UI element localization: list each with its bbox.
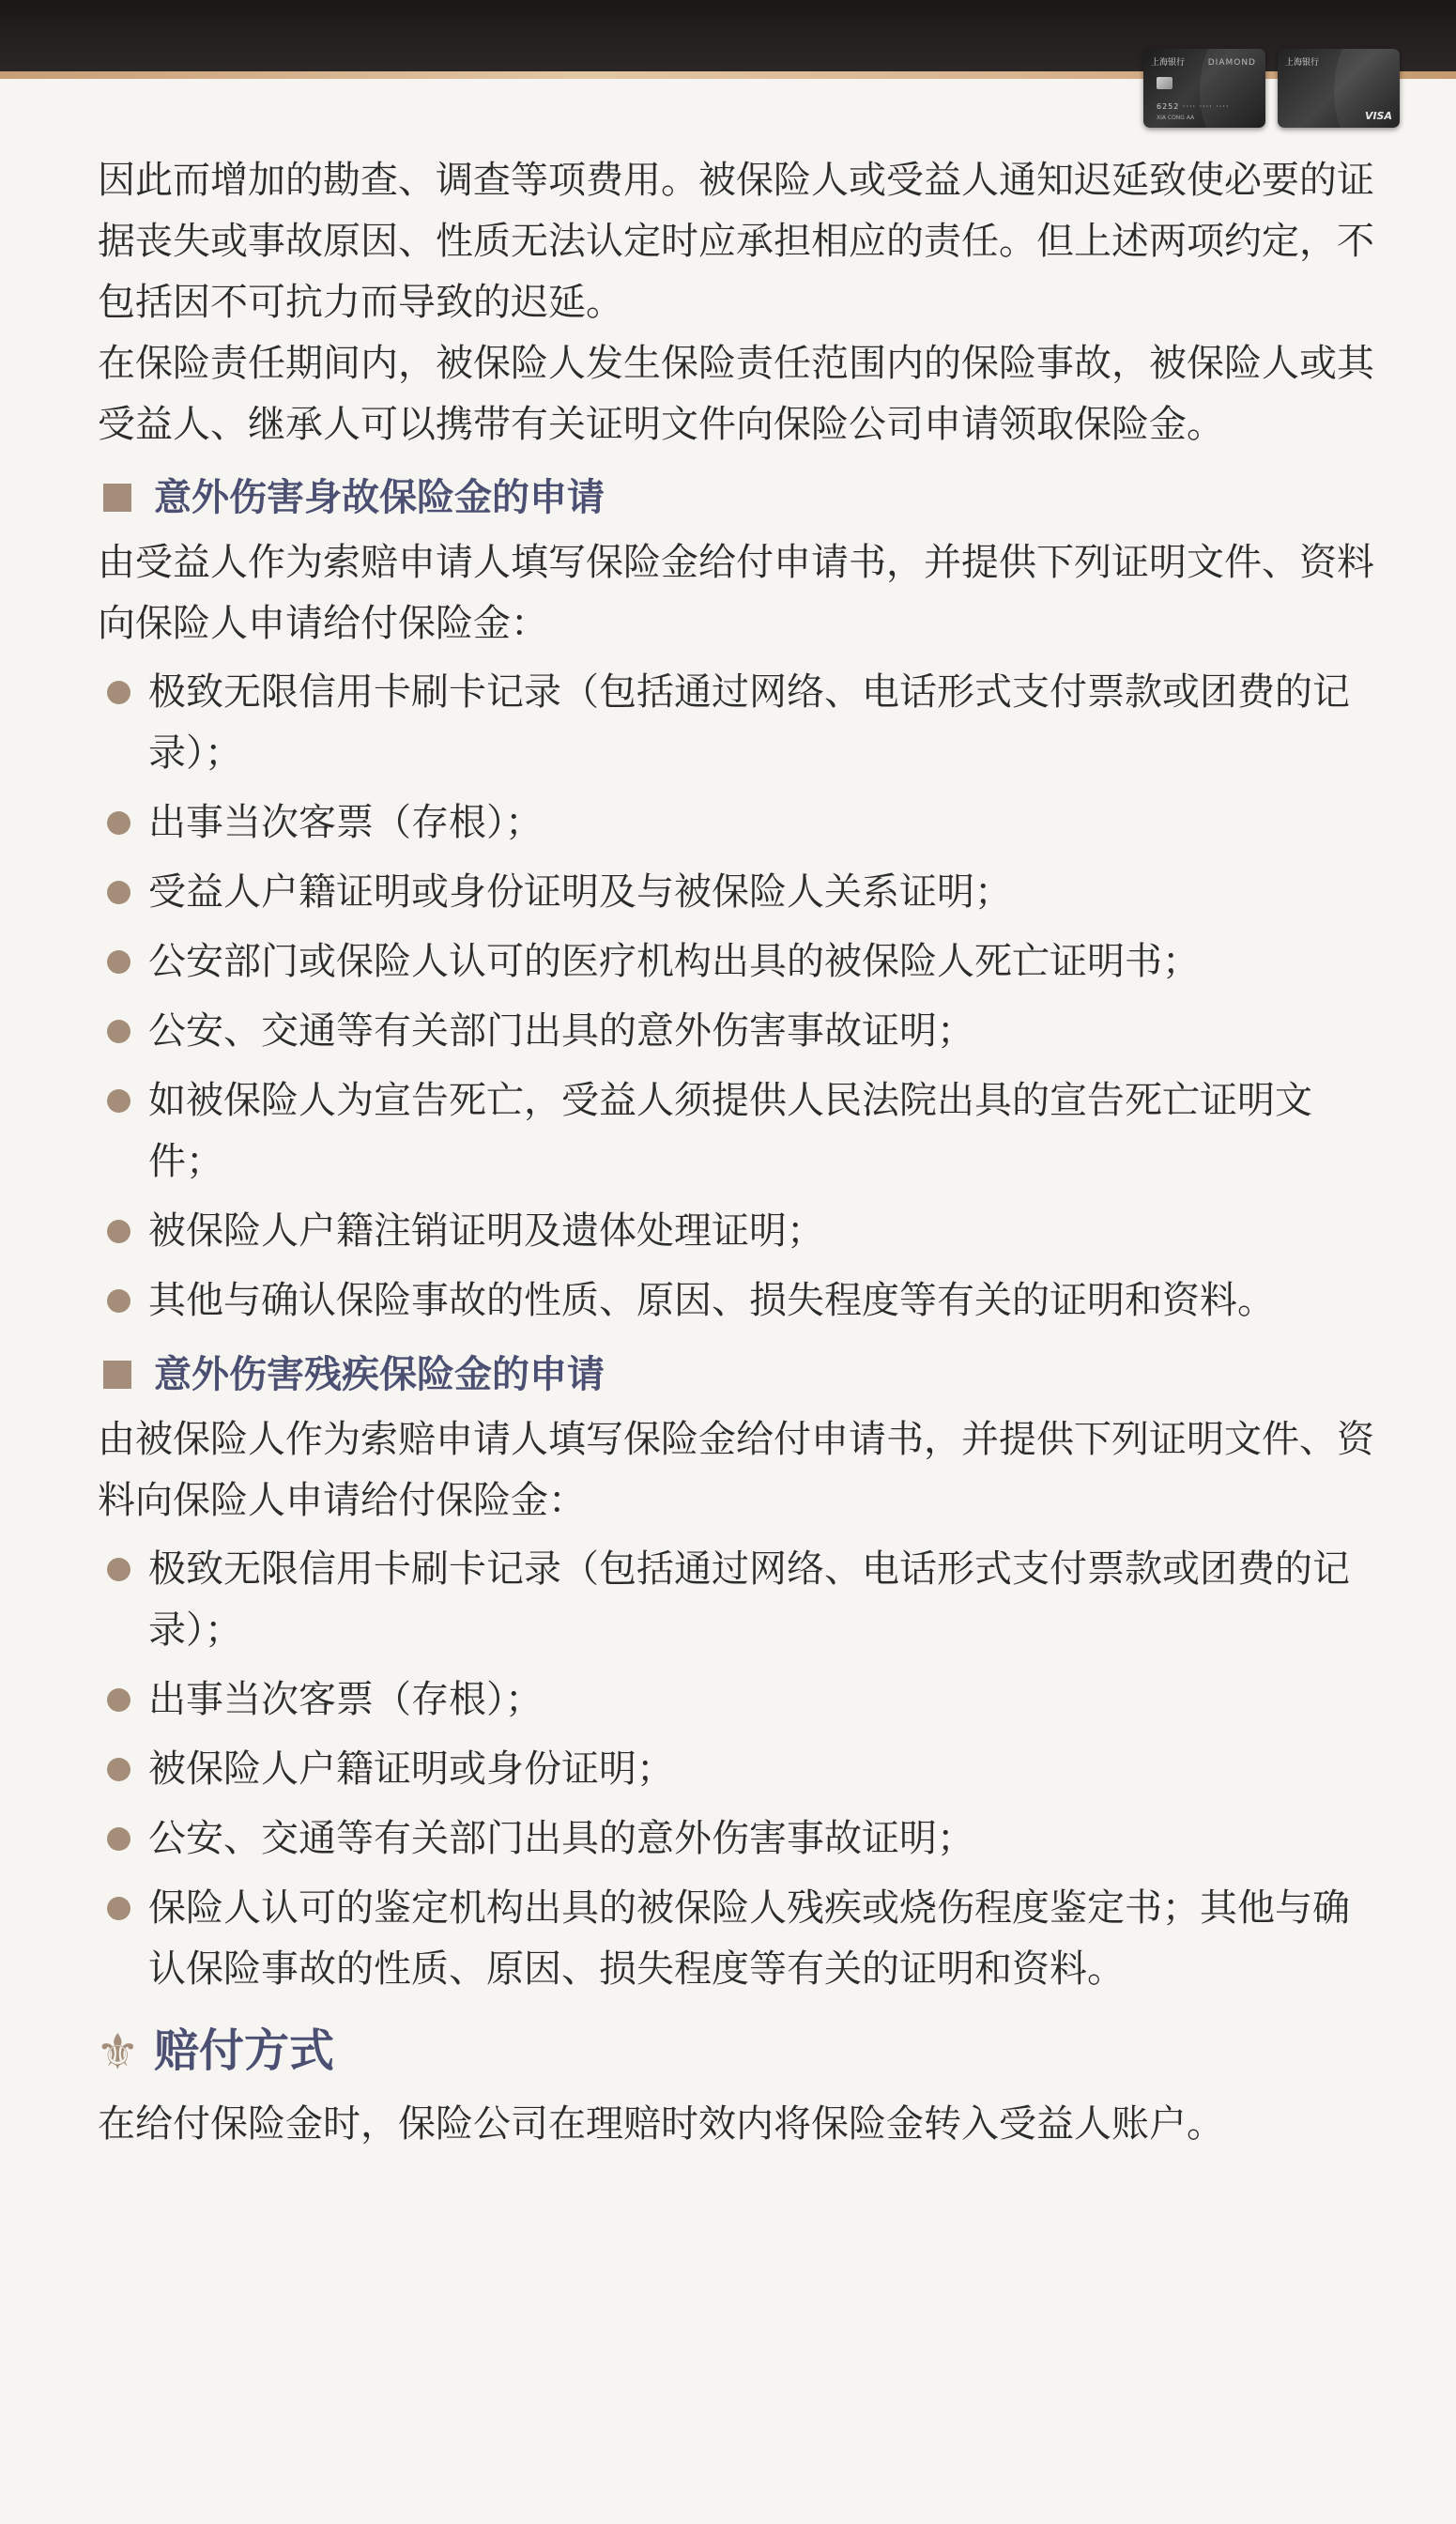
dot-bullet-icon	[107, 1558, 130, 1581]
payment-text: 在给付保险金时，保险公司在理赔时效内将保险金转入受益人账户。	[98, 2102, 1224, 2146]
dot-bullet-icon	[107, 1758, 130, 1781]
square-bullet-icon	[103, 484, 131, 512]
bank-logo: 上海银行	[1285, 58, 1320, 68]
document-list-disability	[98, 1539, 1374, 2000]
dot-bullet-icon	[107, 1897, 130, 1920]
section-heading-death-benefit: 意外伤害身故保险金的申请	[98, 463, 1374, 532]
credit-card-visa	[1278, 49, 1400, 128]
section-heading-disability-benefit: 意外伤害残疾保险金的申请	[98, 1340, 1374, 1409]
document-body	[98, 150, 1374, 2155]
list-item: 如被保险人为宣告死亡，受益人须提供人民法院出具的宣告死亡证明文件；	[98, 1070, 1374, 1193]
bank-logo: 上海银行	[1151, 58, 1186, 68]
dot-bullet-icon	[107, 1089, 130, 1113]
dot-bullet-icon	[107, 1688, 130, 1712]
dot-bullet-icon	[107, 1020, 130, 1043]
list-item: 公安、交通等有关部门出具的意外伤害事故证明；	[98, 1001, 1374, 1062]
chip-icon	[1157, 77, 1172, 89]
fleur-de-lis-icon: ⚜	[96, 2024, 140, 2081]
dot-bullet-icon	[107, 1220, 130, 1243]
list-item: 被保险人户籍证明或身份证明；	[98, 1739, 1374, 1800]
intro-paragraph: 在保险责任期间内，被保险人发生保险责任范围内的保险事故，被保险人或其受益人、继承人可以携带有关证明文件向保险公司申请领取保险金。	[98, 342, 1374, 446]
dot-bullet-icon	[107, 881, 130, 904]
list-item: 保险人认可的鉴定机构出具的被保险人残疾或烧伤程度鉴定书；其他与确认保险事故的性质、原因、损失程度等有关的证明和资料。	[98, 1878, 1374, 2000]
dot-bullet-icon	[107, 811, 130, 835]
list-item: 出事当次客票（存根）；	[98, 793, 1374, 854]
list-item: 出事当次客票（存根）；	[98, 1670, 1374, 1731]
list-item: 受益人户籍证明或身份证明及与被保险人关系证明；	[98, 862, 1374, 923]
dot-bullet-icon	[107, 681, 130, 704]
card-holder: XIA CONG AA	[1157, 115, 1195, 121]
list-item: 极致无限信用卡刷卡记录（包括通过网络、电话形式支付票款或团费的记录）；	[98, 1539, 1374, 1661]
visa-logo: VISA	[1364, 110, 1392, 122]
dot-bullet-icon	[107, 950, 130, 974]
card-number: 6252 ···· ···· ····	[1157, 102, 1230, 111]
dot-bullet-icon	[107, 1289, 130, 1313]
list-item: 被保险人户籍注销证明及遗体处理证明；	[98, 1201, 1374, 1262]
dot-bullet-icon	[107, 1827, 130, 1851]
list-item: 其他与确认保险事故的性质、原因、损失程度等有关的证明和资料。	[98, 1270, 1374, 1331]
section-title-payment: ⚜ 赔付方式	[98, 2013, 1374, 2088]
square-bullet-icon	[103, 1361, 131, 1389]
card-brand-label: DIAMOND	[1207, 58, 1256, 68]
credit-card-diamond	[1143, 49, 1265, 128]
document-list-death	[98, 662, 1374, 1331]
list-item: 极致无限信用卡刷卡记录（包括通过网络、电话形式支付票款或团费的记录）；	[98, 662, 1374, 784]
list-item: 公安部门或保险人认可的医疗机构出具的被保险人死亡证明书；	[98, 931, 1374, 993]
section-description: 由受益人作为索赔申请人填写保险金给付申请书，并提供下列证明文件、资料向保险人申请给付保险金：	[98, 541, 1374, 645]
list-item: 公安、交通等有关部门出具的意外伤害事故证明；	[98, 1808, 1374, 1870]
section-description: 由被保险人作为索赔申请人填写保险金给付申请书，并提供下列证明文件、资料向保险人申请给付保险金：	[98, 1418, 1374, 1522]
intro-paragraph: 因此而增加的勘查、调查等项费用。被保险人或受益人通知迟延致使必要的证据丧失或事故原因、性质无法认定时应承担相应的责任。但上述两项约定，不包括因不可抗力而导致的迟延。	[98, 159, 1374, 324]
